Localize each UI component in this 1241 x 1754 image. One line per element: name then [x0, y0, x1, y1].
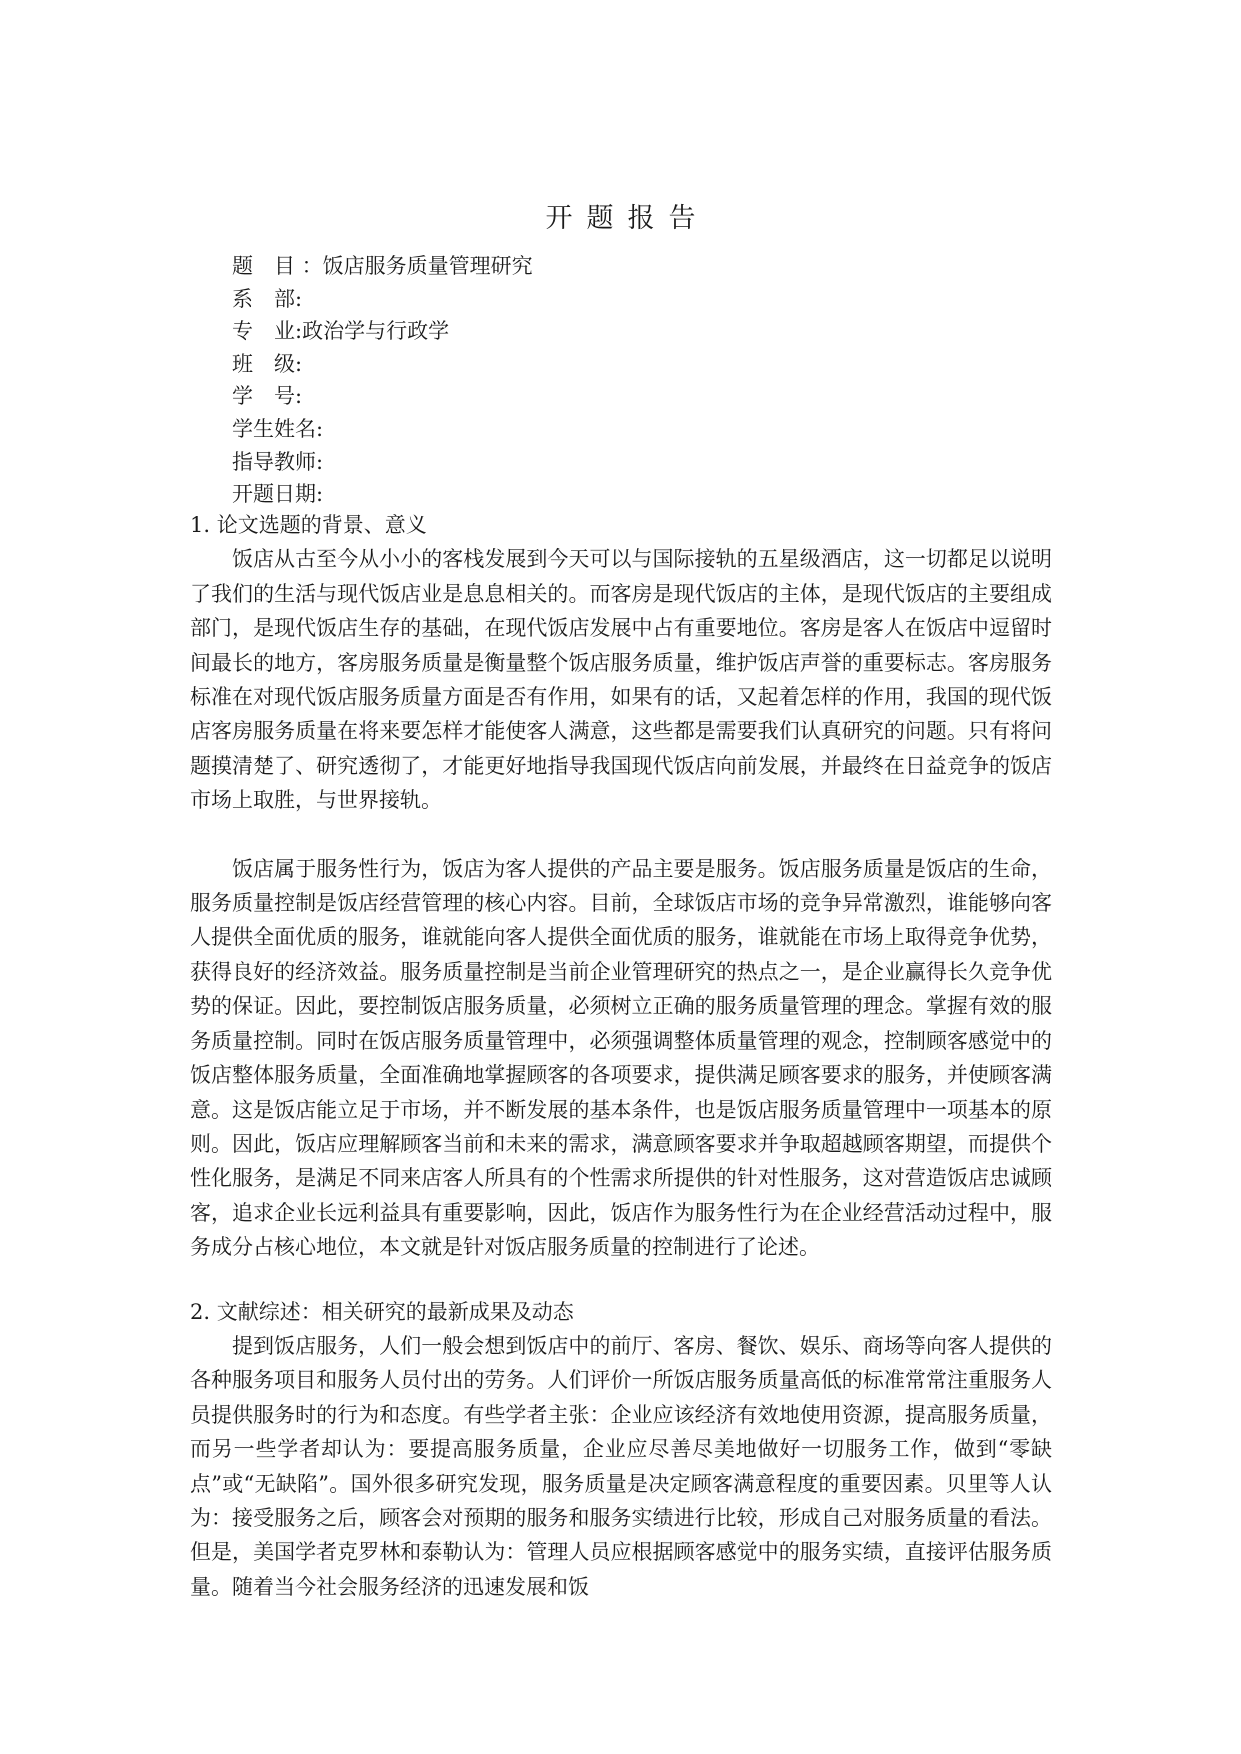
meta-date: 开题日期:	[232, 482, 324, 507]
report-meta	[232, 250, 932, 511]
meta-topic: 题 目 ：饭店服务质量管理研究	[232, 254, 533, 278]
meta-student-name: 学生姓名:	[232, 416, 324, 441]
meta-advisor: 指导教师:	[232, 449, 324, 474]
section2-paragraph-1: 提到饭店服务，人们一般会想到饭店中的前厅、客房、餐饮、娱乐、商场等向客人提供的各种服务项目和服务人员付出的劳务。人们评价一所饭店服务质量高低的标准常常注重服务人员提供服务时的行为和态度。有些学者主张：企业应该经济有效地使用资源，提高服务质量，而另一些学者却认为：要提高服务质量，企业应尽善尽美地做好一切服务工作，做到“零缺点”或“无缺陷”。国外很多研究发现，服务质量是决定顾客满意程度的重要因素。贝里等人认为：接受服务之后，顾客会对预期的服务和服务实绩进行比较，形成自己对服务质量的看法。但是，美国学者克罗林和泰勒认为：管理人员应根据顾客感觉中的服务实绩，直接评估服务质量。随着当今社会服务经济的迅速发展和饭	[190, 1333, 1052, 1599]
section1-heading: 1. 论文选题的背景、意义	[190, 513, 427, 537]
meta-department: 系 部:	[232, 286, 303, 311]
section-spacer	[190, 1265, 1052, 1295]
section1-paragraph-2: 饭店属于服务性行为，饭店为客人提供的产品主要是服务。饭店服务质量是饭店的生命，服务质量控制是饭店经营管理的核心内容。目前，全球饭店市场的竞争异常激烈，谁能够向客人提供全面优质的服务，谁就能向客人提供全面优质的服务，谁就能在市场上取得竞争优势，获得良好的经济效益。服务质量控制是当前企业管理研究的热点之一，是企业赢得长久竞争优势的保证。因此，要控制饭店服务质量，必须树立正确的服务质量管理的理念。掌握有效的服务质量控制。同时在饭店服务质量管理中，必须强调整体质量管理的观念，控制顾客感觉中的饭店整体服务质量，全面准确地掌握顾客的各项要求，提供满足顾客要求的服务，并使顾客满意。这是饭店能立足于市场，并不断发展的基本条件，也是饭店服务质量管理中一项基本的原则。因此，饭店应理解顾客当前和未来的需求，满意顾客要求并争取超越顾客期望，而提供个性化服务，是满足不同来店客人所具有的个性需求所提供的针对性服务，这对营造饭店忠诚顾客，追求企业长远利益具有重要影响，因此，饭店作为服务性行为在企业经营活动过程中，服务成分占核心地位，本文就是针对饭店服务质量的控制进行了论述。	[190, 856, 1052, 1260]
meta-class: 班 级:	[232, 351, 303, 376]
section1-paragraph-1: 饭店从古至今从小小的客栈发展到今天可以与国际接轨的五星级酒店，这一切都足以说明了我们的生活与现代饭店业是息息相关的。而客房是现代饭店的主体，是现代饭店的主要组成部门，是现代饭店生存的基础，在现代饭店发展中占有重要地位。客房是客人在饭店中逗留时间最长的地方，客房服务质量是衡量整个饭店服务质量，维护饭店声誉的重要标志。客房服务标准在对现代饭店服务质量方面是否有作用，如果有的话，又起着怎样的作用，我国的现代饭店客房服务质量在将来要怎样才能使客人满意，这些都是需要我们认真研究的问题。只有将问题摸清楚了、研究透彻了，才能更好地指导我国现代饭店向前发展，并最终在日益竞争的饭店市场上取胜，与世界接轨。	[190, 547, 1052, 813]
section2-heading: 2. 文献综述：相关研究的最新成果及动态	[190, 1299, 574, 1324]
paragraph-spacer	[190, 818, 1052, 852]
report-body	[190, 508, 1052, 1604]
report-title: 开题报告	[545, 203, 710, 234]
meta-major: 专 业:政治学与行政学	[232, 319, 450, 344]
meta-student-id: 学 号:	[232, 384, 303, 409]
